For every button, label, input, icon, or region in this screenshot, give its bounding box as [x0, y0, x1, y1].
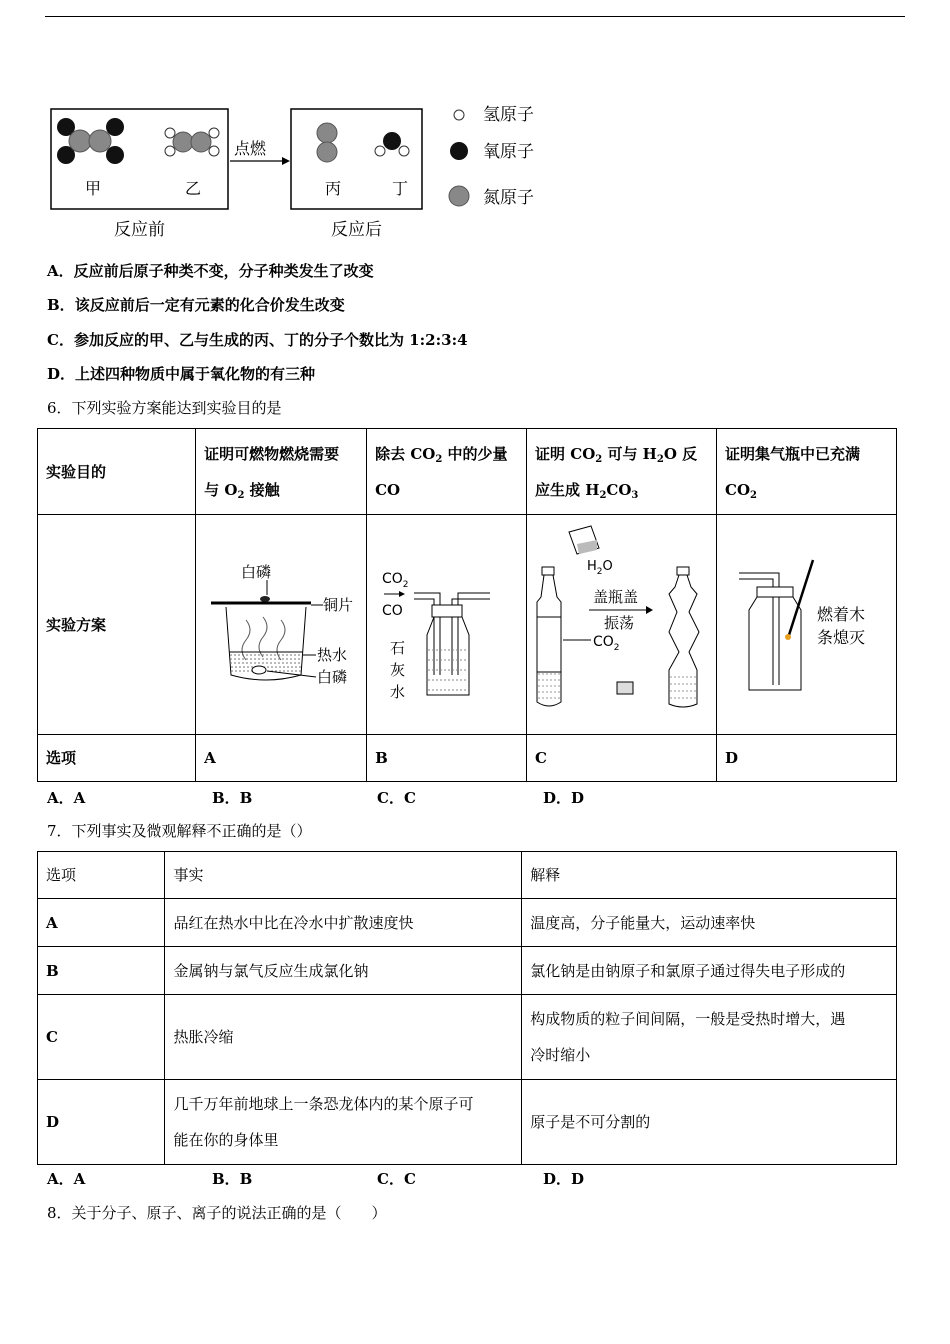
- q5-option-a: A．反应前后原子种类不变，分子种类发生了改变: [47, 262, 374, 280]
- header-explanation: 解释: [522, 852, 897, 899]
- label-ding: 丁: [392, 179, 409, 198]
- svg-text:H2O: $H_2O$: [587, 559, 613, 577]
- q5-option-d: D．上述四种物质中属于氧化物的有三种: [47, 365, 316, 383]
- q5-option-b: B．该反应前后一定有元素的化合价发生改变: [47, 296, 345, 314]
- q6-answer-b[interactable]: B．B: [212, 789, 253, 807]
- row-d-explanation: 原子是不可分割的: [522, 1080, 897, 1165]
- label-jia: 甲: [85, 179, 102, 198]
- svg-text:水: 水: [389, 682, 405, 701]
- row-label-purpose: 实验目的: [38, 429, 196, 515]
- svg-text:铜片: 铜片: [323, 595, 354, 614]
- row-label-option: 选项: [38, 735, 196, 782]
- gas-jar-splint-figure: [719, 525, 894, 725]
- q7-answer-b[interactable]: B．B: [212, 1170, 253, 1188]
- row-c-fact: 热胀冷缩: [165, 995, 522, 1080]
- row-a-option: A: [38, 899, 165, 947]
- q7-stem: 7．下列事实及微观解释不正确的是（）: [47, 822, 312, 840]
- gas-washing-bottle-figure: [372, 525, 522, 725]
- svg-text:燃着木: 燃着木: [817, 604, 866, 624]
- apparatus-d: [717, 515, 897, 735]
- svg-text:CO2: $CO_2$: [593, 634, 620, 653]
- molecule-ding: [375, 132, 409, 156]
- svg-text:条熄灭: 条熄灭: [817, 627, 866, 647]
- svg-text:灰: 灰: [389, 660, 405, 679]
- svg-text:热水: 热水: [317, 645, 348, 664]
- svg-text:石: 石: [389, 638, 405, 657]
- q5-option-c: C．参加反应的甲、乙与生成的丙、丁的分子个数比为 1:2:3:4: [47, 331, 468, 349]
- svg-text:CO2: $CO_2$: [381, 570, 409, 590]
- purpose-a: 证明可燃物燃烧需要 与 $O_2$ 接触: [196, 429, 367, 515]
- svg-text:振荡: 振荡: [604, 614, 635, 632]
- apparatus-b: [367, 515, 527, 735]
- row-c-option: C: [38, 995, 165, 1080]
- legend-hydrogen: 氢原子: [483, 105, 534, 125]
- row-b-option: B: [38, 947, 165, 995]
- svg-text:盖瓶盖: 盖瓶盖: [593, 588, 639, 606]
- after-label: 反应后: [331, 220, 382, 240]
- purpose-d: 证明集气瓶中已充满 $CO_2$: [717, 429, 897, 515]
- q8-stem: 8．关于分子、原子、离子的说法正确的是（ ）: [47, 1204, 387, 1222]
- label-yi: 乙: [185, 179, 202, 198]
- option-letter-a: A: [196, 735, 367, 782]
- row-label-scheme: 实验方案: [38, 515, 196, 735]
- row-a-explanation: 温度高，分子能量大，运动速率快: [522, 899, 897, 947]
- q6-answer-a[interactable]: A．A: [47, 789, 86, 807]
- purpose-c: 证明 $CO_2$ 可与 $H_2O$ 反 应生成 $H_2CO_3$: [527, 429, 717, 515]
- q7-answer-d[interactable]: D．D: [543, 1170, 585, 1188]
- row-d-option: D: [38, 1080, 165, 1165]
- row-a-fact: 品红在热水中比在冷水中扩散速度快: [165, 899, 522, 947]
- svg-text:白磷: 白磷: [317, 667, 348, 686]
- row-d-fact: 几千万年前地球上一条恐龙体内的某个原子可 能在你的身体里: [165, 1080, 522, 1165]
- svg-text:白磷: 白磷: [241, 562, 272, 581]
- option-letter-b: B: [367, 735, 527, 782]
- header-fact: 事实: [165, 852, 522, 899]
- q7-table: [37, 851, 897, 1165]
- svg-text:CO: CO: [381, 602, 403, 619]
- purpose-b: 除去 $CO_2$ 中的少量 CO: [367, 429, 527, 515]
- q6-table: [37, 428, 897, 782]
- molecule-yi: [165, 128, 219, 156]
- row-b-fact: 金属钠与氯气反应生成氯化钠: [165, 947, 522, 995]
- legend-nitrogen: 氮原子: [483, 188, 534, 208]
- row-c-explanation: 构成物质的粒子间间隔，一般是受热时增大，遇 冷时缩小: [522, 995, 897, 1080]
- bottle-shake-figure: [529, 522, 714, 727]
- q6-answer-c[interactable]: C．C: [377, 789, 416, 807]
- arrow-label: 点燃: [234, 139, 267, 158]
- option-letter-d: D: [717, 735, 897, 782]
- molecule-bing: [317, 123, 337, 162]
- q6-answer-d[interactable]: D．D: [543, 789, 585, 807]
- reaction-diagram: [40, 95, 560, 245]
- apparatus-a: [196, 515, 367, 735]
- before-label: 反应前: [114, 220, 165, 240]
- header-option: 选项: [38, 852, 165, 899]
- q7-answer-c[interactable]: C．C: [377, 1170, 416, 1188]
- option-letter-c: C: [527, 735, 717, 782]
- apparatus-c: [527, 515, 717, 735]
- legend-oxygen: 氧原子: [483, 142, 534, 162]
- top-rule: [45, 16, 905, 17]
- q6-stem: 6．下列实验方案能达到实验目的是: [47, 399, 282, 417]
- phosphorus-combustion-figure: [201, 525, 361, 725]
- q7-answer-a[interactable]: A．A: [47, 1170, 86, 1188]
- label-bing: 丙: [325, 179, 342, 198]
- row-b-explanation: 氯化钠是由钠原子和氯原子通过得失电子形成的: [522, 947, 897, 995]
- molecule-jia: [57, 118, 124, 164]
